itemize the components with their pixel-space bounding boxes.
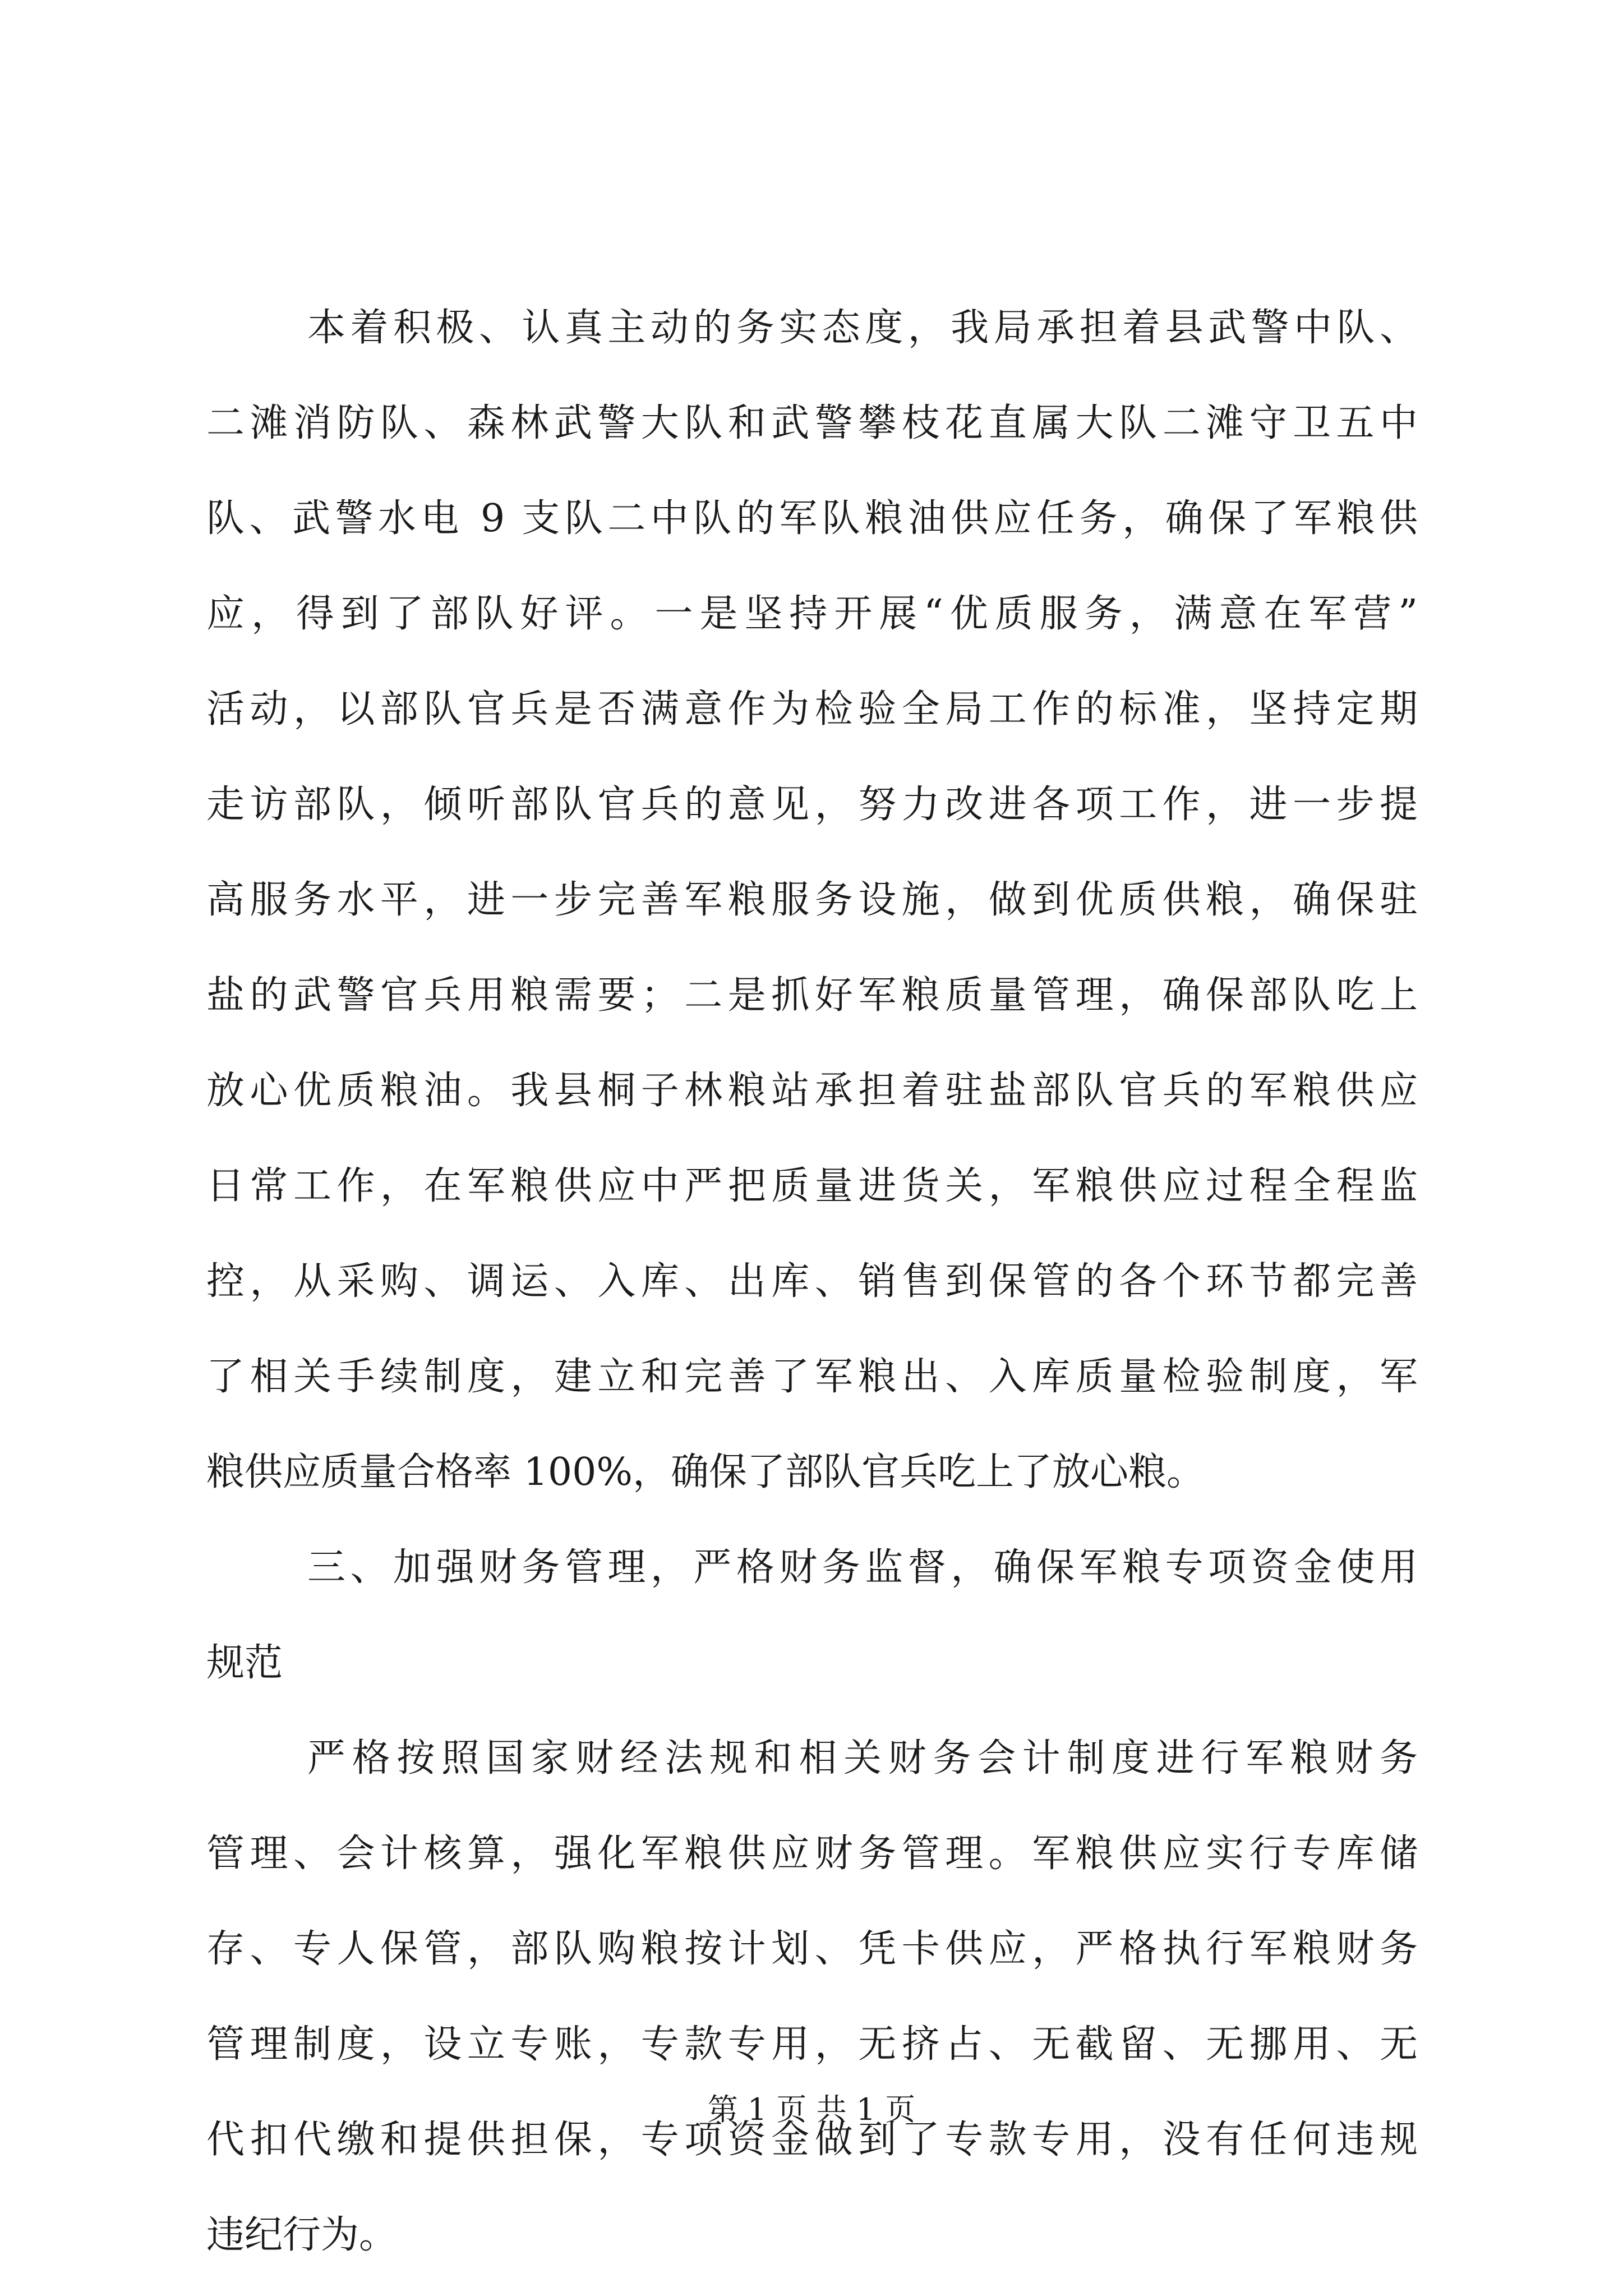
heading-line: 三、加强财务管理，严格财务监督，确保军粮专项资金使用 <box>307 1545 1418 1590</box>
text-line: 二滩消防队、森林武警大队和武警攀枝花直属大队二滩守卫五中 <box>206 401 1418 445</box>
page-footer: 第 1 页 共 1 页 <box>707 2092 916 2127</box>
text-line: 日常工作，在军粮供应中严把质量进货关，军粮供应过程全程监 <box>206 1164 1418 1208</box>
paragraph-finance-management <box>206 1711 1418 2283</box>
text-line: 盐的武警官兵用粮需要；二是抓好军粮质量管理，确保部队吃上 <box>206 973 1418 1018</box>
text-line: 控，从采购、调运、入库、出库、销售到保管的各个环节都完善 <box>206 1259 1418 1304</box>
text-line: 走访部队，倾听部队官兵的意见，努力改进各项工作，进一步提 <box>206 783 1418 827</box>
text-line: 管理制度，设立专账，专款专用，无挤占、无截留、无挪用、无 <box>206 2022 1418 2067</box>
paragraph-military-grain-supply <box>206 280 1418 1520</box>
heading-line: 规范 <box>206 1641 283 1685</box>
text-line: 本着积极、认真主动的务实态度，我局承担着县武警中队、 <box>307 306 1418 350</box>
text-line: 严格按照国家财经法规和相关财务会计制度进行军粮财务 <box>307 1736 1418 1780</box>
text-line: 活动，以部队官兵是否满意作为检验全局工作的标准，坚持定期 <box>206 687 1418 731</box>
text-line: 放心优质粮油。我县桐子林粮站承担着驻盐部队官兵的军粮供应 <box>206 1069 1418 1113</box>
text-line: 队、武警水电 9 支队二中队的军队粮油供应任务，确保了军粮供 <box>206 496 1418 541</box>
section-heading-finance <box>206 1520 1418 1711</box>
text-line: 违纪行为。 <box>206 2213 398 2257</box>
text-line: 了相关手续制度，建立和完善了军粮出、入库质量检验制度，军 <box>206 1355 1418 1399</box>
text-line: 代扣代缴和提供担保，专项资金做到了专款专用，没有任何违规 <box>206 2118 1418 2162</box>
text-line: 管理、会计核算，强化军粮供应财务管理。军粮供应实行专库储 <box>206 1832 1418 1876</box>
text-line: 应，得到了部队好评。一是坚持开展“优质服务，满意在军营” <box>206 592 1418 636</box>
text-line: 粮供应质量合格率 100%，确保了部队官兵吃上了放心粮。 <box>206 1450 1205 1494</box>
document-body <box>206 280 1418 2283</box>
text-line: 高服务水平，进一步完善军粮服务设施，做到优质供粮，确保驻 <box>206 878 1418 922</box>
text-line: 存、专人保管，部队购粮按计划、凭卡供应，严格执行军粮财务 <box>206 1927 1418 1971</box>
